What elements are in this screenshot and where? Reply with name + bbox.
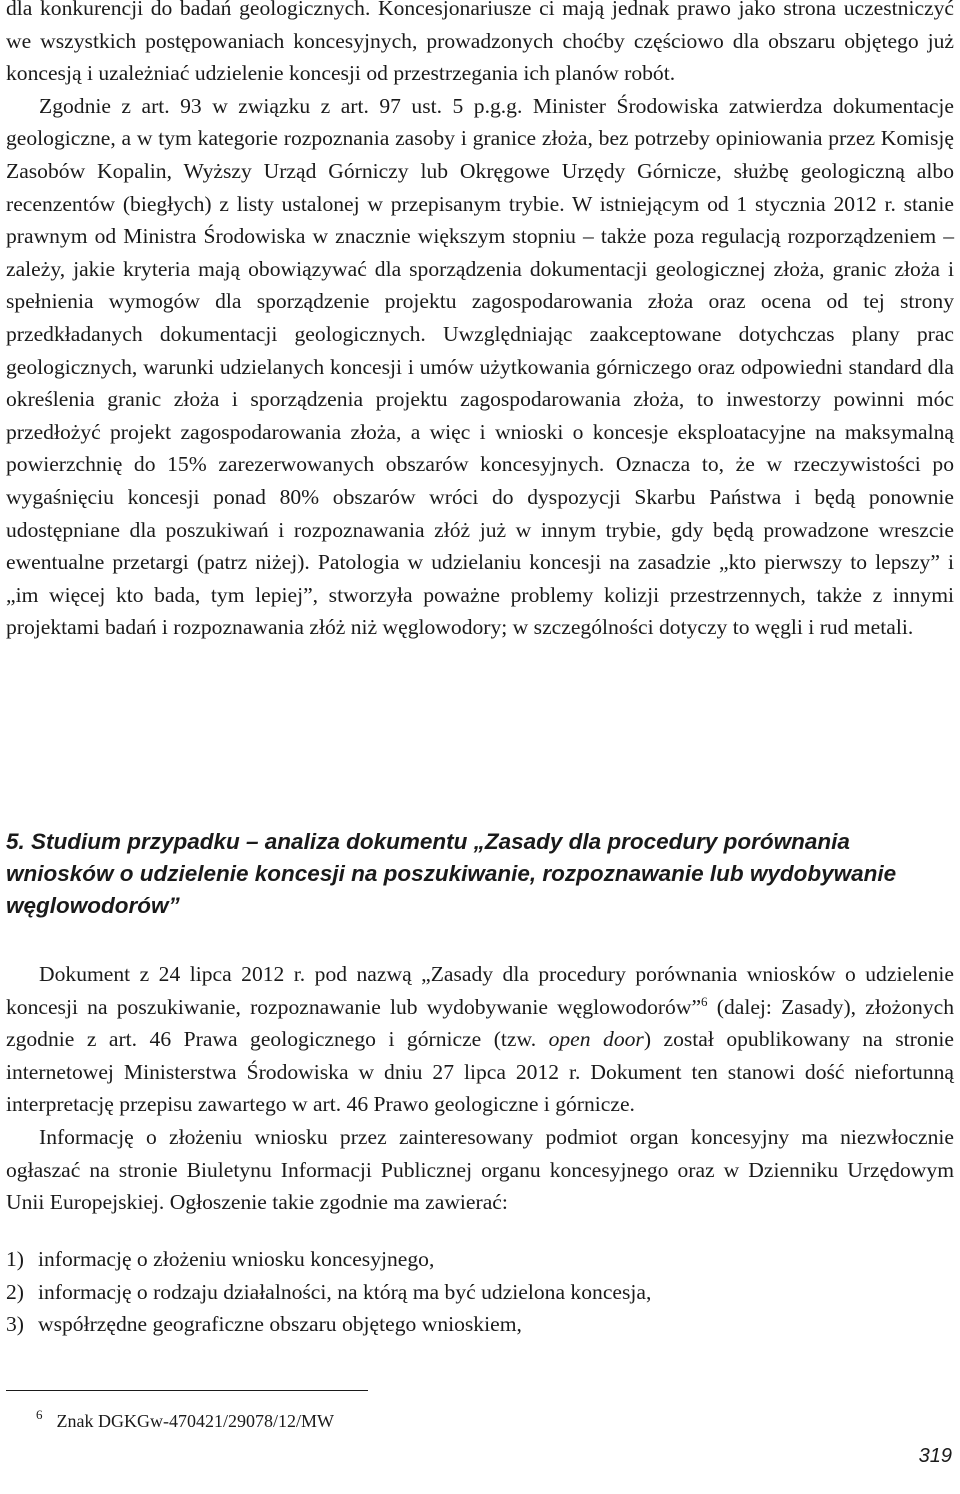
paragraph-text: ) został opublikowany na stronie internetowej Ministerstwa Środowiska w dniu 27 lipca 2012 r. Dokument ten stanowi dość niefortunną interpretację przepisu zawartego w art. 46 Prawo geologiczne i górnicze. — [6, 1027, 954, 1117]
body-text-section — [6, 958, 954, 1219]
paragraph: Zgodnie z art. 93 w związku z art. 97 ust. 5 p.g.g. Minister Środowiska zatwierdza dokumentacje geologiczne, a w tym kategorie rozpoznania zasoby i granice złoża, bez potrzeby opiniowania przez Komisję Zasobów Kopalin, Wyższy Urząd Górniczy lub Okręgowe Urzędy Górnicze, służbę geologiczną albo recenzentów (biegłych) z listy ustalonej w przepisanym trybie. W istniejącym od 1 stycznia 2012 r. stanie prawnym od Ministra Środowiska w znacznie większym stopniu – także poza regulacją rozporządzeniem – zależy, jakie kryteria mają obowiązywać dla sporządzenia dokumentacji geologicznej złoża, granic złoża i spełnienia wymogów dla sporządzenie projektu zagospodarowania złoża oraz ocena od tej strony przedkładanych dokumentacji geologicznych. Uwzględniając zaakceptowane dotychczas plany prac geologicznych, warunki udzielanych koncesji i umów użytkowania górniczego oraz odpowiedni standard dla określenia granic złoża i sporządzenia projektu zagospodarowania złoża, to inwestorzy powinni móc przedłożyć projekt zagospodarowania złoża, a więc i wnioski o koncesje eksploatacyjne na maksymalną powierzchnię do 15% zarezerwowanych obszarów koncesyjnych. Oznacza to, że w rzeczywistości po wygaśnięciu koncesji ponad 80% obszarów wróci do dyspozycji Skarbu Państwa i będą ponownie udostępniane dla poszukiwań i rozpoznawania złóż już w innym trybie, gdy będą prowadzone wreszcie ewentualne przetargi (patrz niżej). Patologia w udzielaniu koncesji na zasadzie „kto pierwszy to lepszy” i „im więcej kto bada, tym lepiej”, stworzyła poważne problemy kolizji przestrzennych, także z innymi projektami badań i rozpoznawania złóż niż węglowodory; w szczególności dotyczy to węgli i rud metali. — [6, 93, 954, 640]
body-text-top — [6, 0, 954, 644]
list-item-text: współrzędne geograficzne obszaru objętego wnioskiem, — [38, 1312, 522, 1337]
footnote-reference: 6 — [701, 993, 708, 1009]
list-number: 1) — [6, 1247, 24, 1271]
italic-term: open door — [548, 1027, 644, 1052]
footnote — [36, 1409, 334, 1435]
list-item-text: informację o rodzaju działalności, na którą ma być udzielona koncesja, — [38, 1279, 652, 1304]
footnote-text: Znak DGKGw-470421/29078/12/MW — [56, 1411, 334, 1431]
page-number: 319 — [918, 1445, 952, 1467]
paragraph: Informację o złożeniu wniosku przez zainteresowany podmiot organ koncesyjny ma niezwłocznie ogłaszać na stronie Biuletynu Informacji Publicznej organu koncesyjnego oraz w Dzienniku Urzędowym Unii Europejskiej. Ogłoszenie takie zgodnie ma zawierać: — [6, 1124, 954, 1215]
paragraph-text: (dalej: Zasady), złożonych zgodnie z art. 46 Prawa geologicznego i górnicze (tzw. — [6, 994, 954, 1052]
paragraph-text: Dokument z 24 lipca 2012 r. pod nazwą „Zasady dla procedury porównania wniosków o udzielenie koncesji na poszukiwanie, rozpoznawanie lub wydobywanie węglowodorów” — [6, 962, 954, 1019]
numbered-list — [6, 1243, 954, 1341]
list-item — [6, 1276, 954, 1309]
list-number: 3) — [6, 1312, 24, 1337]
list-item-text: informację o złożeniu wniosku koncesyjnego, — [38, 1247, 435, 1271]
list-item — [6, 1243, 954, 1276]
paragraph-continued: dla konkurencji do badań geologicznych. Koncesjonariusze ci mają jednak prawo jako strona uczestniczyć we wszystkich postępowaniach koncesyjnych, prowadzonych choćby częściowo dla obszaru objętego już koncesją i uzależniać udzielenie koncesji od przestrzegania ich planów robót. — [6, 0, 954, 86]
list-item — [6, 1308, 954, 1341]
footnote-divider — [6, 1390, 368, 1391]
footnote-mark: 6 — [36, 1407, 43, 1422]
list-number: 2) — [6, 1279, 24, 1304]
section-heading: 5. Studium przypadku – analiza dokumentu „Zasady dla procedury porównania wniosków o udzielenie koncesji na poszukiwanie, rozpoznawanie lub wydobywanie węglowodorów” — [6, 829, 897, 918]
paragraph — [6, 958, 954, 1121]
